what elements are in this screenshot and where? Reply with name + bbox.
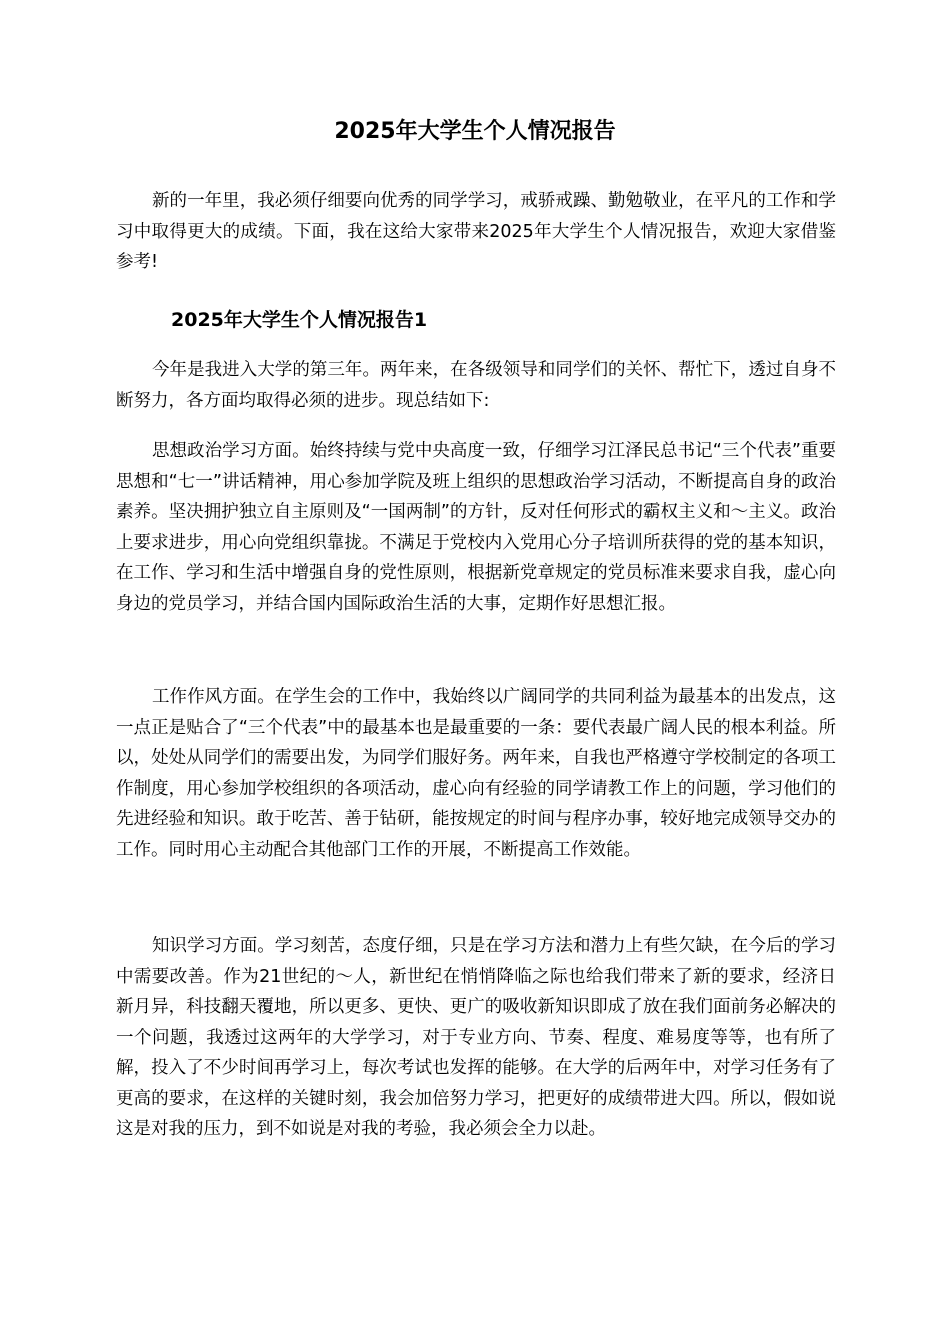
intro-paragraph: 新的一年里，我必须仔细要向优秀的同学学习，戒骄戒躁、勤勉敬业，在平凡的工作和学习中取得更大的成绩。下面，我在这给大家带来2025年大学生个人情况报告，欢迎大家借鉴参考! — [116, 191, 836, 272]
body-paragraph-1: 今年是我进入大学的第三年。两年来，在各级领导和同学们的关怀、帮忙下，透过自身不断努力，各方面均取得必须的进步。现总结如下: — [116, 360, 836, 411]
document-title: 2025年大学生个人情况报告 — [334, 119, 616, 144]
body-paragraph-4: 知识学习方面。学习刻苦，态度仔细，只是在学习方法和潜力上有些欠缺，在今后的学习中需要改善。作为21世纪的～人，新世纪在悄悄降临之际也给我们带来了新的要求，经济日新月异，科技翻天覆地，所以更多、更快、更广的吸收新知识即成了放在我们面前务必解决的一个问题，我透过这两年的大学学习，对于专业方向、节奏、程度、难易度等等，也有所了解，投入了不少时间再学习上，每次考试也发挥的能够。在大学的后两年中，对学习任务有了更高的要求，在这样的关键时刻，我会加倍努力学习，把更好的成绩带进大四。所以，假如说这是对我的压力，到不如说是对我的考验，我必须会全力以赴。 — [116, 936, 836, 1139]
section-heading: 2025年大学生个人情况报告1 — [171, 309, 428, 331]
body-paragraph-2: 思想政治学习方面。始终持续与党中央高度一致，仔细学习江泽民总书记“三个代表”重要思想和“七一”讲话精神，用心参加学院及班上组织的思想政治学习活动，不断提高自身的政治素养。坚决拥护独立自主原则及“一国两制”的方针，反对任何形式的霸权主义和～主义。政治上要求进步，用心向党组织靠拢。不满足于党校内入党用心分子培训所获得的党的基本知识，在工作、学习和生活中增强自身的党性原则，根据新党章规定的党员标准来要求自我，虚心向身边的党员学习，并结合国内国际政治生活的大事，定期作好思想汇报。 — [116, 441, 836, 614]
body-paragraph-3: 工作作风方面。在学生会的工作中，我始终以广阔同学的共同利益为最基本的出发点，这一点正是贴合了“三个代表”中的最基本也是最重要的一条：要代表最广阔人民的根本利益。所以，处处从同学们的需要出发，为同学们服好务。两年来，自我也严格遵守学校制定的各项工作制度，用心参加学校组织的各项活动，虚心向有经验的同学请教工作上的问题，学习他们的先进经验和知识。敢于吃苦、善于钻研，能按规定的时间与程序办事，较好地完成领导交办的工作。同时用心主动配合其他部门工作的开展，不断提高工作效能。 — [116, 687, 836, 860]
